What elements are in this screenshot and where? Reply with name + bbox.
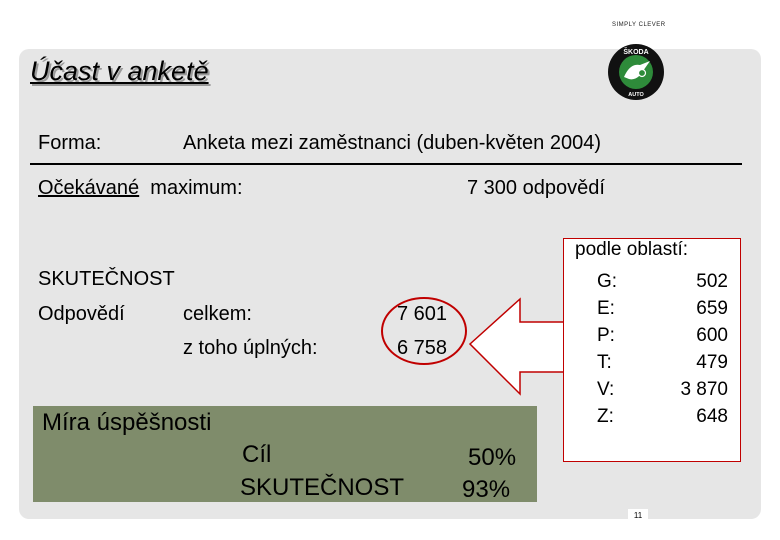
success-heading: Míra úspěšnosti [42, 409, 212, 436]
form-label: Forma: [38, 132, 102, 154]
total-value: 7 601 [397, 303, 448, 325]
form-value: Anketa mezi zaměstnanci (duben-květen 2004) [183, 132, 602, 154]
region-code: G: [597, 271, 618, 292]
region-value: 3 870 [680, 379, 728, 400]
target-label: Cíl [242, 441, 272, 468]
brand-caption: SIMPLY CLEVER [612, 22, 666, 28]
logo-text-top: ŠKODA [623, 49, 649, 56]
skoda-auto-logo-icon [607, 43, 665, 101]
slide-title: Účast v anketě [30, 56, 209, 86]
regions-heading: podle oblastí: [575, 239, 689, 260]
actual-heading: SKUTEČNOST [38, 268, 175, 290]
total-label: celkem: [183, 303, 252, 325]
expected-value: 7 300 odpovědí [467, 177, 605, 199]
expected-label-rest: maximum: [150, 177, 243, 199]
region-code: V: [597, 379, 615, 400]
region-value: 659 [696, 298, 728, 319]
target-value: 50% [468, 444, 517, 471]
complete-label: z toho úplných: [183, 337, 318, 359]
region-value: 502 [696, 271, 728, 292]
page-number: 11 [628, 509, 648, 523]
actual-label: SKUTEČNOST [240, 474, 405, 501]
regions-panel [563, 238, 741, 462]
region-code: T: [597, 352, 612, 373]
responses-label: Odpovědí [38, 303, 125, 325]
expected-label-underlined: Očekávané [38, 177, 140, 199]
expected-label [38, 177, 243, 200]
region-value: 479 [696, 352, 728, 373]
complete-value: 6 758 [397, 337, 448, 359]
arrow-left-icon [468, 294, 568, 404]
region-code: P: [597, 325, 615, 346]
actual-value: 93% [462, 476, 511, 503]
logo-text-bottom: AUTO [628, 92, 644, 98]
region-value: 648 [696, 406, 728, 427]
region-code: Z: [597, 406, 614, 427]
divider [30, 163, 742, 165]
region-code: E: [597, 298, 615, 319]
region-value: 600 [696, 325, 728, 346]
highlight-circle [381, 297, 467, 365]
